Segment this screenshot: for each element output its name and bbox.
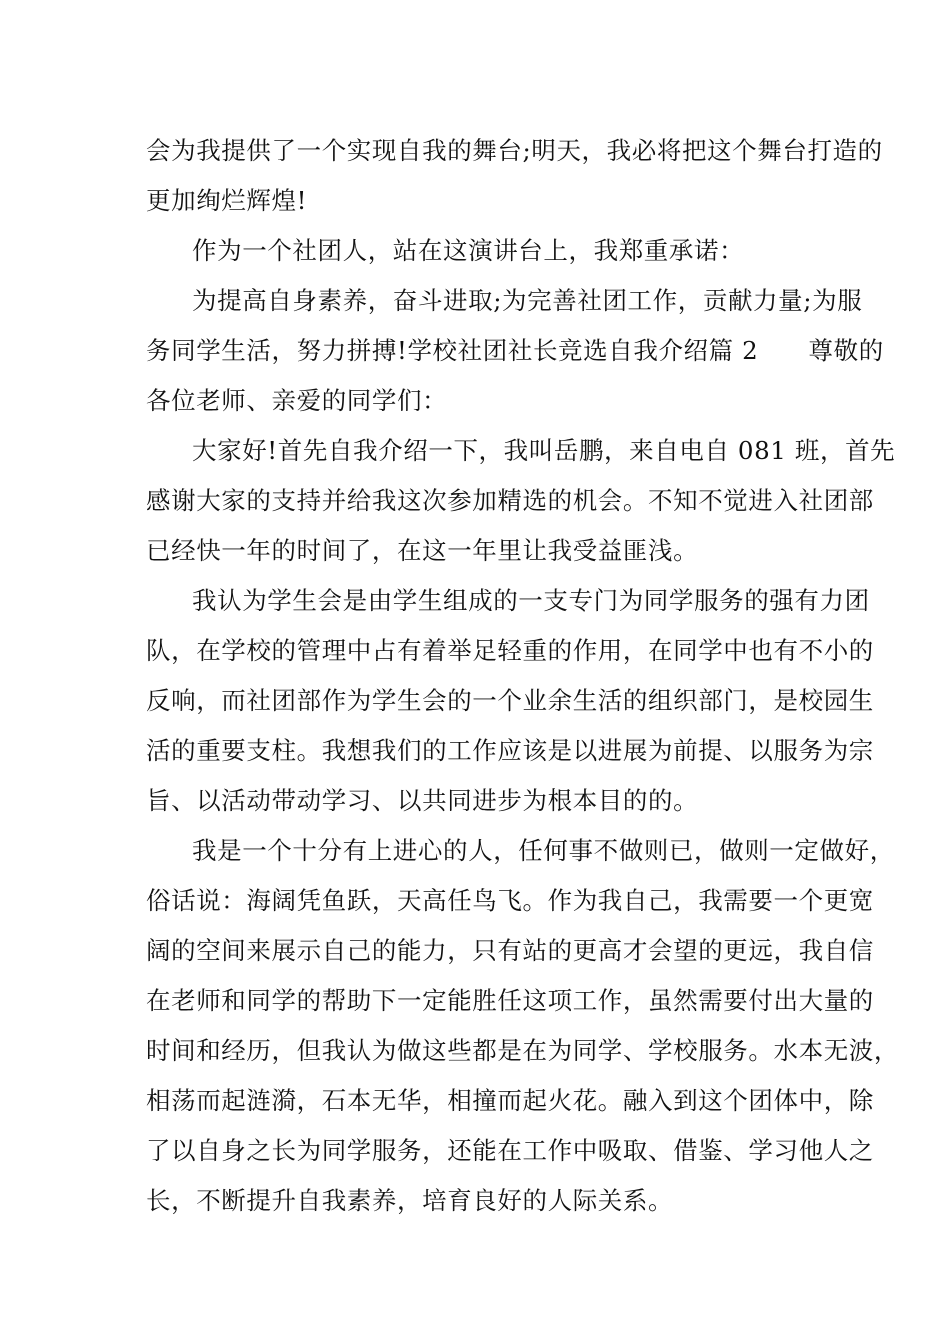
text-line: 已经快一年的时间了，在这一年里让我受益匪浅。 — [146, 536, 699, 565]
text-line: 相荡而起涟漪，石本无华，相撞而起火花。融入到这个团体中，除 — [146, 1086, 874, 1115]
text-line: 了以自身之长为同学服务，还能在工作中吸取、借鉴、学习他人之 — [146, 1136, 874, 1165]
paragraph-first-line: 为提高自身素养，奋斗进取;为完善社团工作，贡献力量;为服 — [192, 286, 863, 315]
text-line: 会为我提供了一个实现自我的舞台;明天，我必将把这个舞台打造的 — [146, 136, 883, 165]
text-line: 旨、以活动带动学习、以共同进步为根本目的的。 — [146, 786, 699, 815]
paragraph-first-line: 作为一个社团人，站在这演讲台上，我郑重承诺： — [192, 236, 745, 265]
text-line: 时间和经历，但我认为做这些都是在为同学、学校服务。水本无波， — [146, 1036, 899, 1065]
text-line: 感谢大家的支持并给我这次参加精选的机会。不知不觉进入社团部 — [146, 486, 874, 515]
text-line: 俗话说：海阔凭鱼跃，天高任鸟飞。作为我自己，我需要一个更宽 — [146, 886, 874, 915]
text-line: 队，在学校的管理中占有着举足轻重的作用，在同学中也有不小的 — [146, 636, 874, 665]
text-line: 阔的空间来展示自己的能力，只有站的更高才会望的更远，我自信 — [146, 936, 874, 965]
text-line: 更加绚烂辉煌! — [146, 186, 308, 215]
text-line: 在老师和同学的帮助下一定能胜任这项工作，虽然需要付出大量的 — [146, 986, 874, 1015]
text-line: 长，不断提升自我素养，培育良好的人际关系。 — [146, 1186, 674, 1215]
text-line: 活的重要支柱。我想我们的工作应该是以进展为前提、以服务为宗 — [146, 736, 874, 765]
text-line: 反响，而社团部作为学生会的一个业余生活的组织部门，是校园生 — [146, 686, 874, 715]
paragraph-first-line: 我认为学生会是由学生组成的一支专门为同学服务的强有力团 — [192, 586, 870, 615]
text-line: 务同学生活，努力拼搏!学校社团社长竞选自我介绍篇 2 尊敬的 — [146, 336, 884, 365]
text-line: 各位老师、亲爱的同学们： — [146, 386, 448, 415]
paragraph-first-line: 大家好!首先自我介绍一下，我叫岳鹏，来自电自 081 班，首先 — [192, 436, 896, 465]
paragraph-first-line: 我是一个十分有上进心的人，任何事不做则已，做则一定做好， — [192, 836, 895, 865]
